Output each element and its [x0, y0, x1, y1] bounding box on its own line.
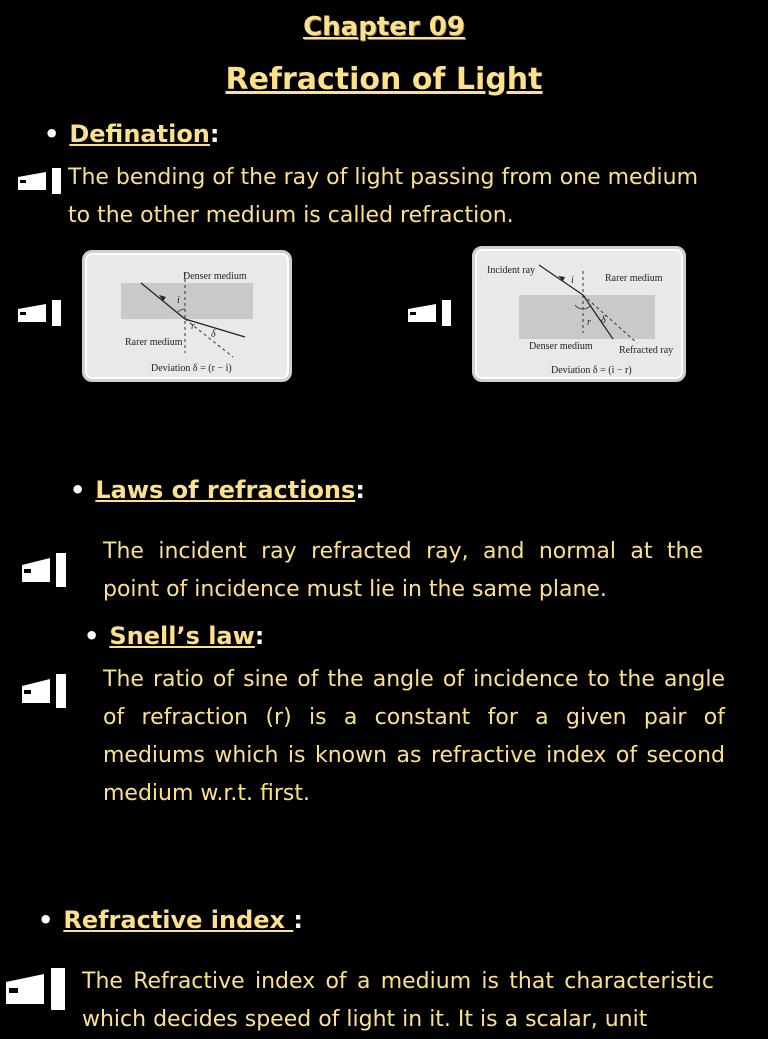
refractive-index-text: The Refractive index of a medium is that characteristic which decides speed of light in it. It is a scalar, unit — [82, 969, 714, 1032]
laws-text: The incident ray refracted ray, and normal at the point of incidence must lie in the same plane. — [103, 539, 703, 602]
snell-heading: Snell’s law — [109, 622, 255, 650]
refractive-index-heading-line — [38, 906, 303, 934]
flashlight-icon — [16, 168, 66, 194]
figure-left-top-label: Denser medium — [183, 271, 247, 282]
figure-right-angle-i: i — [571, 275, 574, 286]
flashlight-icon — [20, 674, 70, 708]
figure-left-angle-i: i — [177, 295, 180, 306]
chapter-label: Chapter 09 — [303, 12, 465, 42]
laws-heading: Laws of refractions — [95, 476, 356, 504]
heading-colon: : — [209, 120, 220, 148]
definition-heading: Defination — [69, 120, 210, 148]
definition-text — [68, 159, 758, 235]
bullet-dot: • — [44, 120, 60, 148]
figure-rarer-to-denser — [472, 246, 686, 382]
figure-right-angle-d: δ — [601, 315, 606, 326]
figure-left-caption: Deviation δ = (r − i) — [151, 363, 232, 374]
snell-text: The ratio of sine of the angle of incidence to the angle of refraction (r) is a constant for a given pair of mediums which is known as refractive index of second medium w.r.t. first. — [103, 667, 725, 806]
bullet-dot: • — [84, 622, 100, 650]
page-title: Refraction of Light — [225, 62, 543, 97]
laws-heading-line — [70, 476, 365, 504]
definition-heading-line — [44, 120, 220, 148]
heading-colon: : — [254, 622, 265, 650]
figure-right-incident-label: Incident ray — [487, 265, 536, 276]
flashlight-icon — [16, 300, 66, 326]
figure-right-refracted-label: Refracted ray — [619, 345, 674, 356]
refractive-index-heading: Refractive index — [63, 906, 294, 934]
heading-colon: : — [355, 476, 365, 504]
snell-heading-line — [84, 622, 264, 650]
figure-left-bottom-label: Rarer medium — [125, 337, 183, 348]
definition-text-line-1: The bending of the ray of light passing from one medium — [68, 165, 699, 190]
definition-text-line-2: to the other medium is called refraction. — [68, 203, 514, 228]
flashlight-icon — [4, 968, 70, 1010]
flashlight-icon — [20, 553, 70, 587]
bullet-dot: • — [70, 476, 86, 504]
figure-denser-to-rarer — [82, 250, 292, 382]
figure-right-bottom-label: Denser medium — [529, 341, 593, 352]
figure-right-angle-r: r — [587, 317, 591, 328]
figure-left-angle-d: δ — [211, 329, 216, 340]
heading-colon: : — [293, 906, 303, 934]
bullet-dot: • — [38, 906, 54, 934]
flashlight-icon — [406, 300, 456, 326]
figure-right-top-label: Rarer medium — [605, 273, 663, 284]
figure-left-angle-r: r — [191, 321, 195, 332]
figure-right-caption: Deviation δ = (i − r) — [551, 365, 632, 376]
